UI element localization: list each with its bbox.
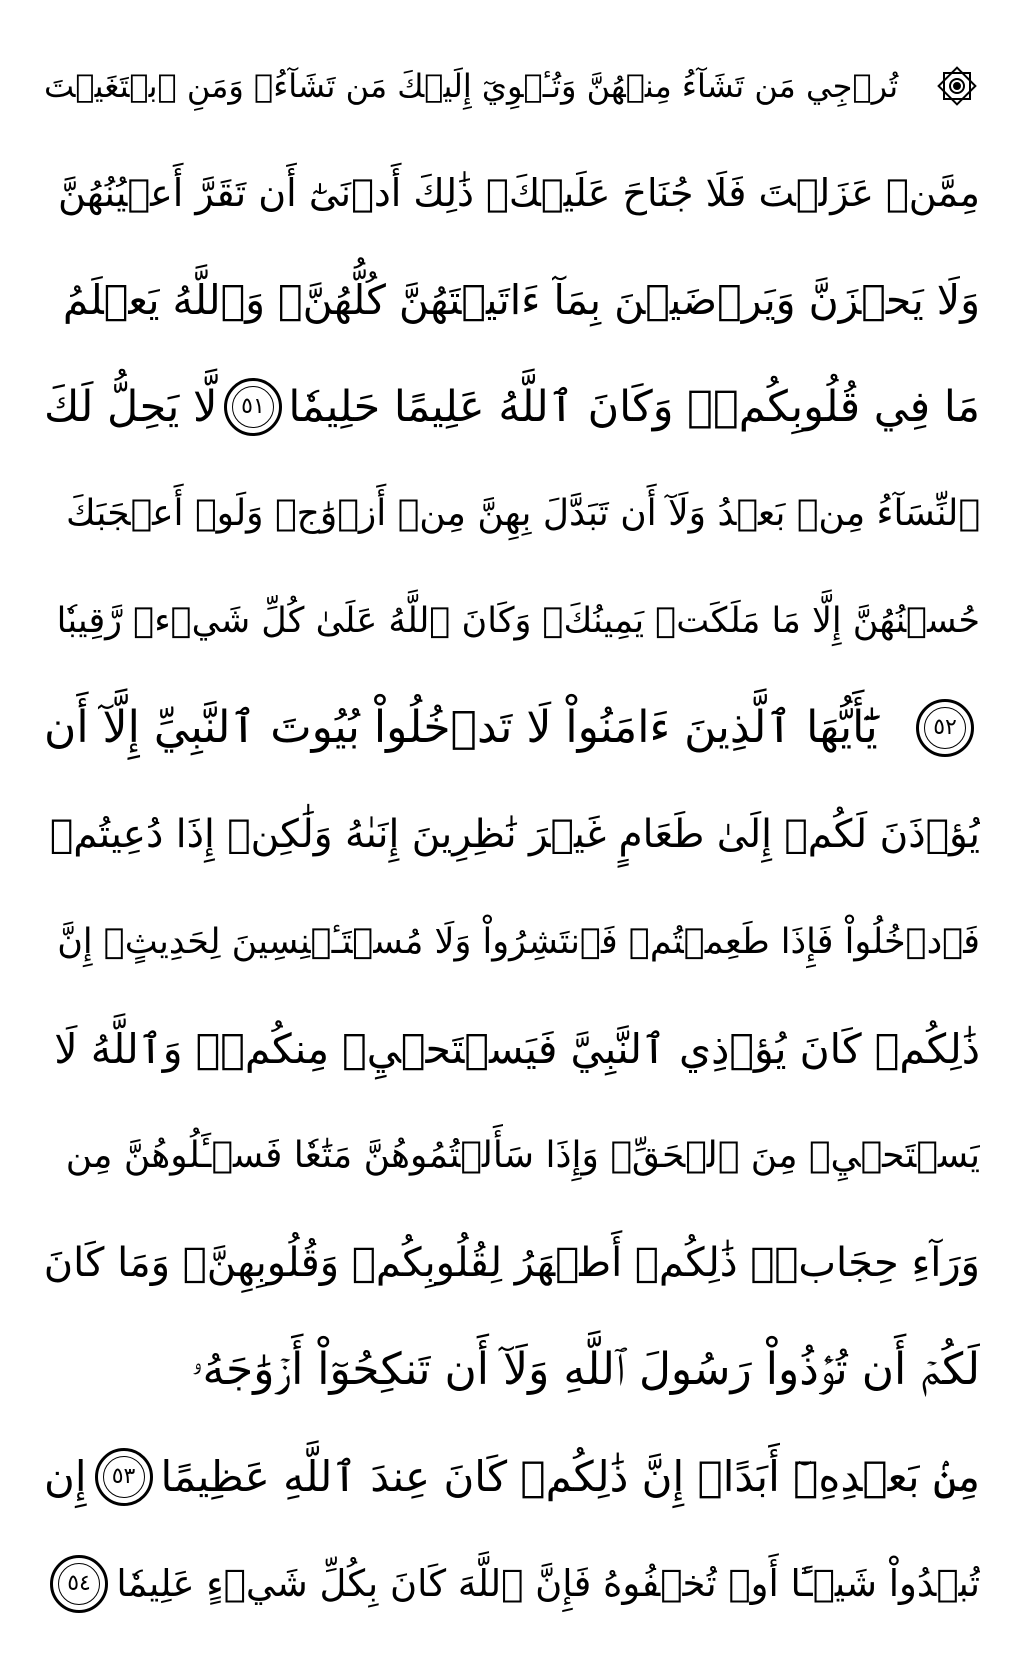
ayah-number: ٥٤ [67,1571,91,1596]
line-9 [44,894,980,990]
line-11 [44,1108,980,1204]
verse-text: يُؤۡذَنَ لَكُمۡ إِلَىٰ طَعَامٍ غَيۡرَ نَٰظِرِينَ إِنَىٰهُ وَلَٰكِنۡ إِذَا دُعِيتُمۡ [49,812,980,857]
line-10 [44,1001,980,1097]
line-8 [44,787,980,883]
verse-text: فَٱدۡخُلُواْ فَإِذَا طَعِمۡتُمۡ فَٱنتَشِرُواْ وَلَا مُسۡتَـٔۡنِسِينَ لِحَدِيثٍۚ إِنَّ [57,922,980,962]
verse-text: مِنۢ بَعۡدِهِۦٓ أَبَدًاۚ إِنَّ ذَٰلِكُمۡ كَانَ عِندَ ٱللَّهِ عَظِيمًا [160,1452,980,1501]
verse-text: يَٰٓأَيُّهَا ٱلَّذِينَ ءَامَنُواْ لَا تَدۡخُلُواْ بُيُوتَ ٱلنَّبِيِّ إِلَّآ أَن [44,702,878,753]
verse-text: وَرَآءِ حِجَابٖۚ ذَٰلِكُمۡ أَطۡهَرُ لِقُلُوبِكُمۡ وَقُلُوبِهِنَّۚ وَمَا كَانَ [44,1240,980,1286]
ayah-number: ٥٢ [933,715,957,740]
verse-text: حُسۡنُهُنَّ إِلَّا مَا مَلَكَتۡ يَمِينُكَۗ وَكَانَ ٱللَّهُ عَلَىٰ كُلِّ شَيۡءٖ رَّقِيبٗا [56,601,980,641]
verse-text: تُرۡجِي مَن تَشَآءُ مِنۡهُنَّ وَتُـٔۡوِيٓ إِلَيۡكَ مَن تَشَآءُۖ وَمَنِ ٱبۡتَغَيۡتَ [44,67,899,105]
line-1 [44,38,980,134]
verse-text: مِمَّنۡ عَزَلۡتَ فَلَا جُنَاحَ عَلَيۡكَۚ ذَٰلِكَ أَدۡنَىٰٓ أَن تَقَرَّ أَعۡيُنُهُنَّ [57,171,980,215]
line-12 [44,1215,980,1311]
ayah-marker-52 [916,699,974,757]
line-14 [44,1429,980,1525]
verse-text: مَا فِي قُلُوبِكُمۡۚ وَكَانَ ٱللَّهُ عَلِيمًا حَلِيمٗا [288,382,980,432]
line-2 [44,145,980,241]
rub-el-hizb-icon [934,63,980,109]
ayah-number: ٥٣ [111,1464,136,1489]
verse-text: إِن [44,1452,87,1501]
verse-text: لَكُمۡ أَن تُؤۡذُواْ رَسُولَ ٱللَّهِ وَلَآ أَن تَنكِحُوٓاْ أَزۡوَٰجَهُۥ [191,1344,980,1395]
ayah-marker-51 [224,378,282,436]
line-6 [44,573,980,669]
ayah-marker-54 [50,1555,108,1613]
verse-text: ذَٰلِكُمۡ كَانَ يُؤۡذِي ٱلنَّبِيَّ فَيَسۡتَحۡيِۦ مِنكُمۡۖ وَٱللَّهُ لَا [54,1025,980,1073]
line-13 [44,1322,980,1418]
line-15 [44,1536,980,1632]
verse-text: تُبۡدُواْ شَيۡـًٔا أَوۡ تُخۡفُوهُ فَإِنَّ ٱللَّهَ كَانَ بِكُلِّ شَيۡءٍ عَلِيمٗا [116,1562,980,1605]
line-5 [44,466,980,562]
verse-text: ٱلنِّسَآءُ مِنۢ بَعۡدُ وَلَآ أَن تَبَدَّلَ بِهِنَّ مِنۡ أَزۡوَٰجٖ وَلَوۡ أَعۡجَبَكَ [66,493,980,534]
line-3 [44,252,980,348]
line-7 [44,680,980,776]
verse-lines [44,38,980,1632]
verse-text: لَّا يَحِلُّ لَكَ [44,382,218,432]
verse-text: وَلَا يَحۡزَنَّ وَيَرۡضَيۡنَ بِمَآ ءَاتَيۡتَهُنَّ كُلُّهُنَّۚ وَٱللَّهُ يَعۡلَمُ [62,276,980,324]
verse-text: يَسۡتَحۡيِۦ مِنَ ٱلۡحَقِّۚ وَإِذَا سَأَلۡتُمُوهُنَّ مَتَٰعٗا فَسۡـَٔلُوهُنَّ مِن [65,1135,980,1176]
ayah-marker-53 [95,1448,153,1506]
line-4 [44,359,980,455]
ayah-number: ٥١ [241,394,265,419]
